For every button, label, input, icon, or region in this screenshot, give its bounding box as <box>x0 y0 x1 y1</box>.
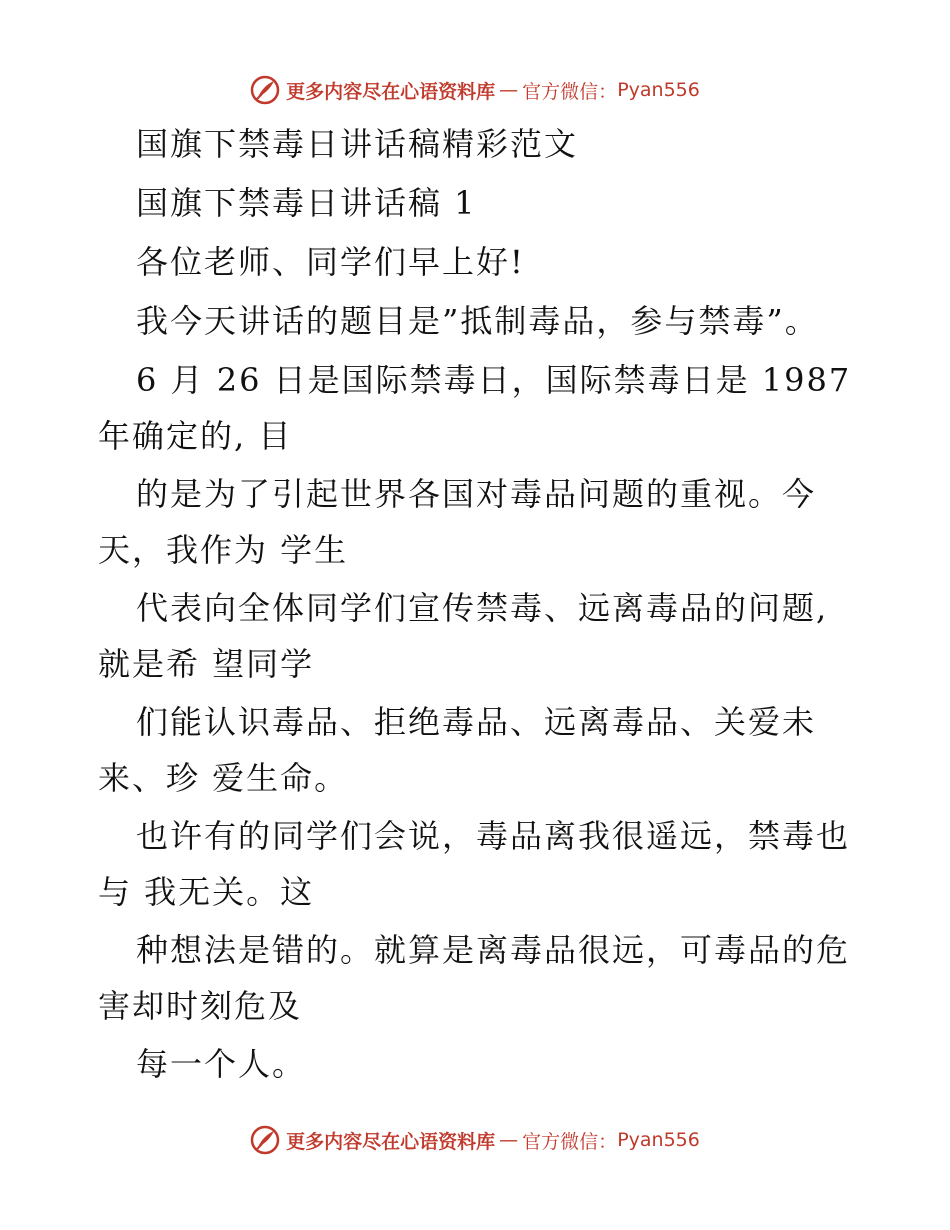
header-banner <box>0 70 950 110</box>
footer-banner <box>0 1120 950 1160</box>
paragraph-line: 每一个人。 <box>136 1045 307 1083</box>
paragraph-line: 与 我无关。这 <box>98 873 315 911</box>
paragraph-line: 的是为了引起世界各国对毒品问题的重视。今 <box>136 475 817 513</box>
paragraph-line: 种想法是错的。就算是离毒品很远，可毒品的危 <box>136 931 851 969</box>
banner-contact-label: 官方微信： <box>522 1130 618 1153</box>
paragraph-line: 来、珍 爱生命。 <box>98 759 349 797</box>
paragraph-line: 6 月 26 日是国际禁毒日，国际禁毒日是 1987 <box>136 361 852 399</box>
feather-pen-logo-icon <box>250 1125 280 1155</box>
paragraph-line: 代表向全体同学们宣传禁毒、远离毒品的问题, <box>136 589 829 627</box>
paragraph-line: 天，我作为 学生 <box>98 531 349 569</box>
paragraph-line: 们能认识毒品、拒绝毒品、远离毒品、关爱未 <box>136 703 817 741</box>
banner-separator: — <box>499 1129 519 1151</box>
document-title: 国旗下禁毒日讲话稿精彩范文 <box>136 125 579 163</box>
feather-pen-logo-icon <box>250 75 280 105</box>
paragraph-line: 我今天讲话的题目是”抵制毒品，参与禁毒”。 <box>136 302 819 340</box>
banner-contact-label: 官方微信： <box>522 80 618 103</box>
banner-brand: 更多内容尽在心语资料库 <box>286 1130 496 1153</box>
paragraph-line: 各位老师、同学们早上好! <box>136 243 525 281</box>
banner-brand: 更多内容尽在心语资料库 <box>286 80 496 103</box>
paragraph-line: 害却时刻危及 <box>98 987 303 1025</box>
banner-separator: — <box>499 79 519 101</box>
paragraph-line: 就是希 望同学 <box>98 645 315 683</box>
banner-contact-id: Pyan556 <box>617 79 700 101</box>
paragraph-line: 也许有的同学们会说，毒品离我很遥远，禁毒也 <box>136 817 851 855</box>
banner-contact-id: Pyan556 <box>617 1129 700 1151</box>
paragraph-line: 年确定的, 目 <box>98 417 293 455</box>
section-heading: 国旗下禁毒日讲话稿 1 <box>136 184 477 222</box>
